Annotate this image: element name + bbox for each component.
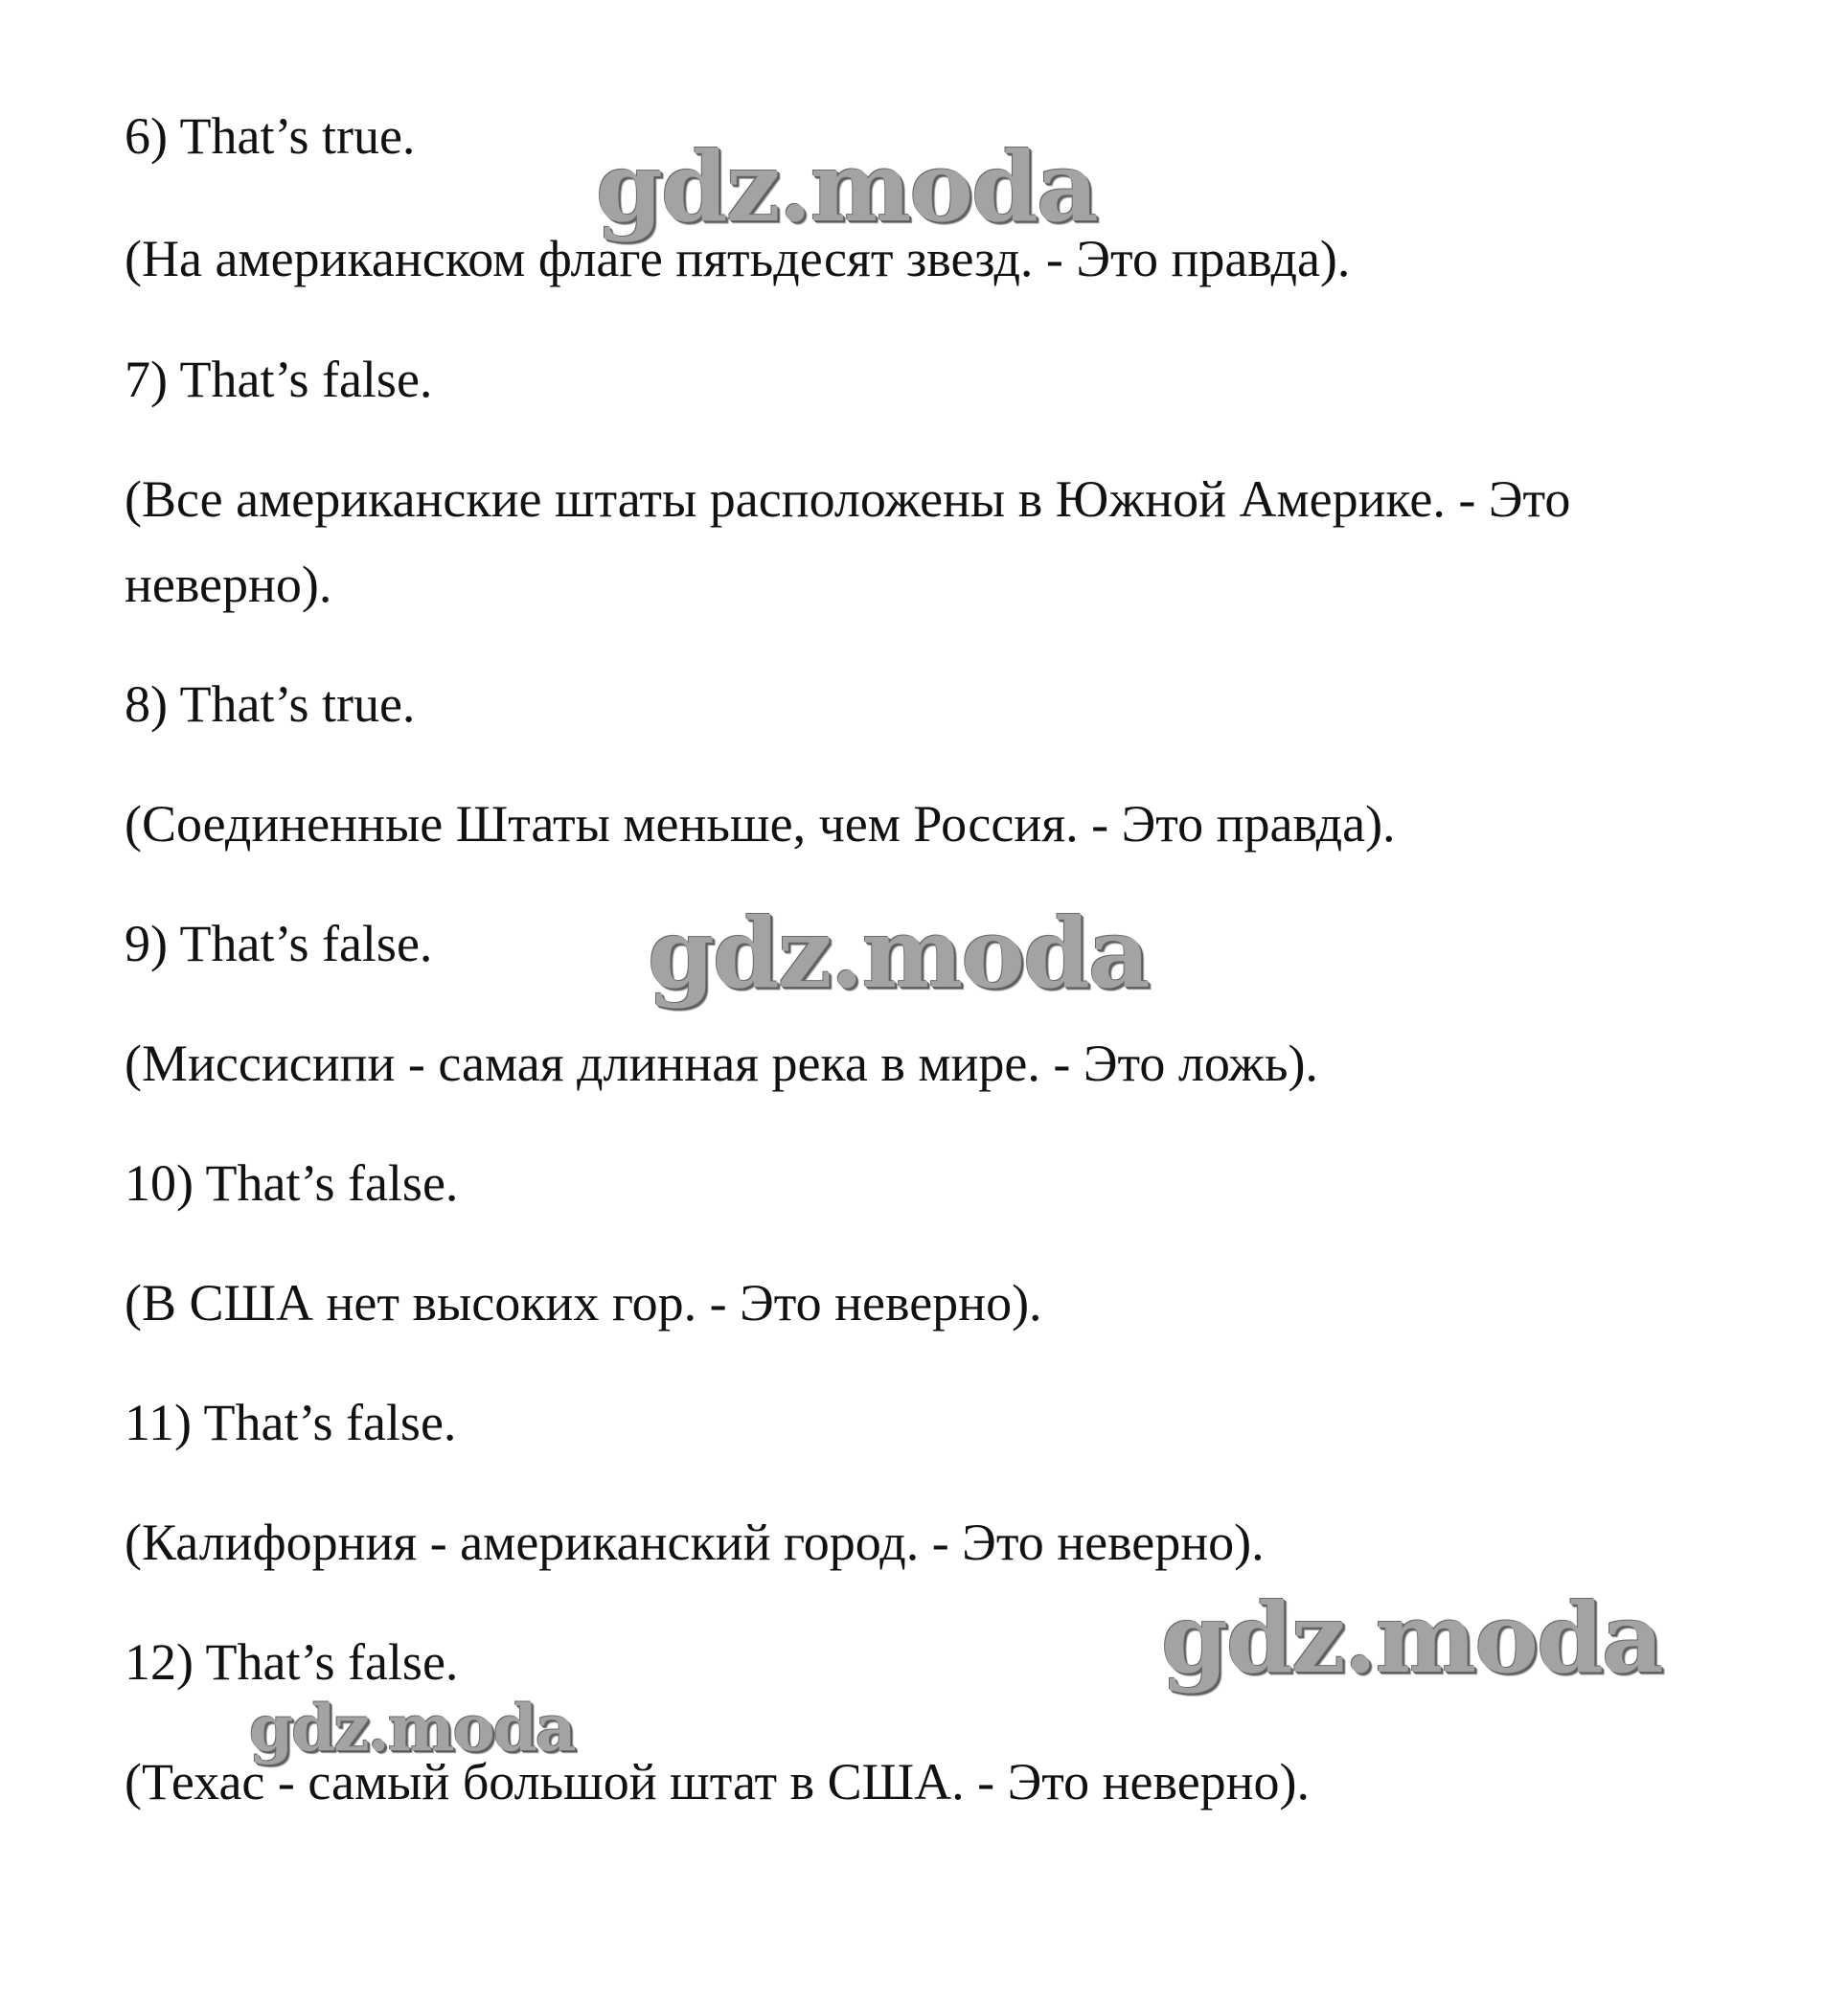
watermark-logo: gdz.moda <box>596 130 1097 243</box>
answer-7: 7) That’s false. <box>125 351 433 408</box>
watermark-logo: gdz.moda <box>1161 1582 1662 1695</box>
translation-11: (Калифорния - американский город. - Это неверно). <box>125 1514 1265 1571</box>
answer-10: 10) That’s false. <box>125 1154 459 1212</box>
translation-7-line-2: неверно). <box>125 556 332 613</box>
translation-9: (Миссисипи - самая длинная река в мире. - Это ложь). <box>125 1035 1318 1092</box>
watermark-logo: gdz.moda <box>249 1691 575 1765</box>
translation-7-line-1: (Все американские штаты расположены в Южной Америке. - Это <box>125 470 1571 528</box>
answer-11: 11) That’s false. <box>125 1394 457 1451</box>
translation-8: (Соединенные Штаты меньше, чем Россия. - Это правда). <box>125 795 1396 853</box>
translation-6: (На американском флаге пятьдесят звезд. - Это правда). <box>125 230 1351 287</box>
answer-12: 12) That’s false. <box>125 1633 459 1691</box>
answer-6: 6) That’s true. <box>125 107 416 165</box>
translation-12: (Техас - самый большой штат в США. - Это неверно). <box>125 1753 1311 1810</box>
watermark-logo: gdz.moda <box>648 897 1149 1010</box>
answer-8: 8) That’s true. <box>125 675 416 733</box>
answer-9: 9) That’s false. <box>125 915 433 972</box>
translation-10: (В США нет высоких гор. - Это неверно). <box>125 1274 1042 1332</box>
